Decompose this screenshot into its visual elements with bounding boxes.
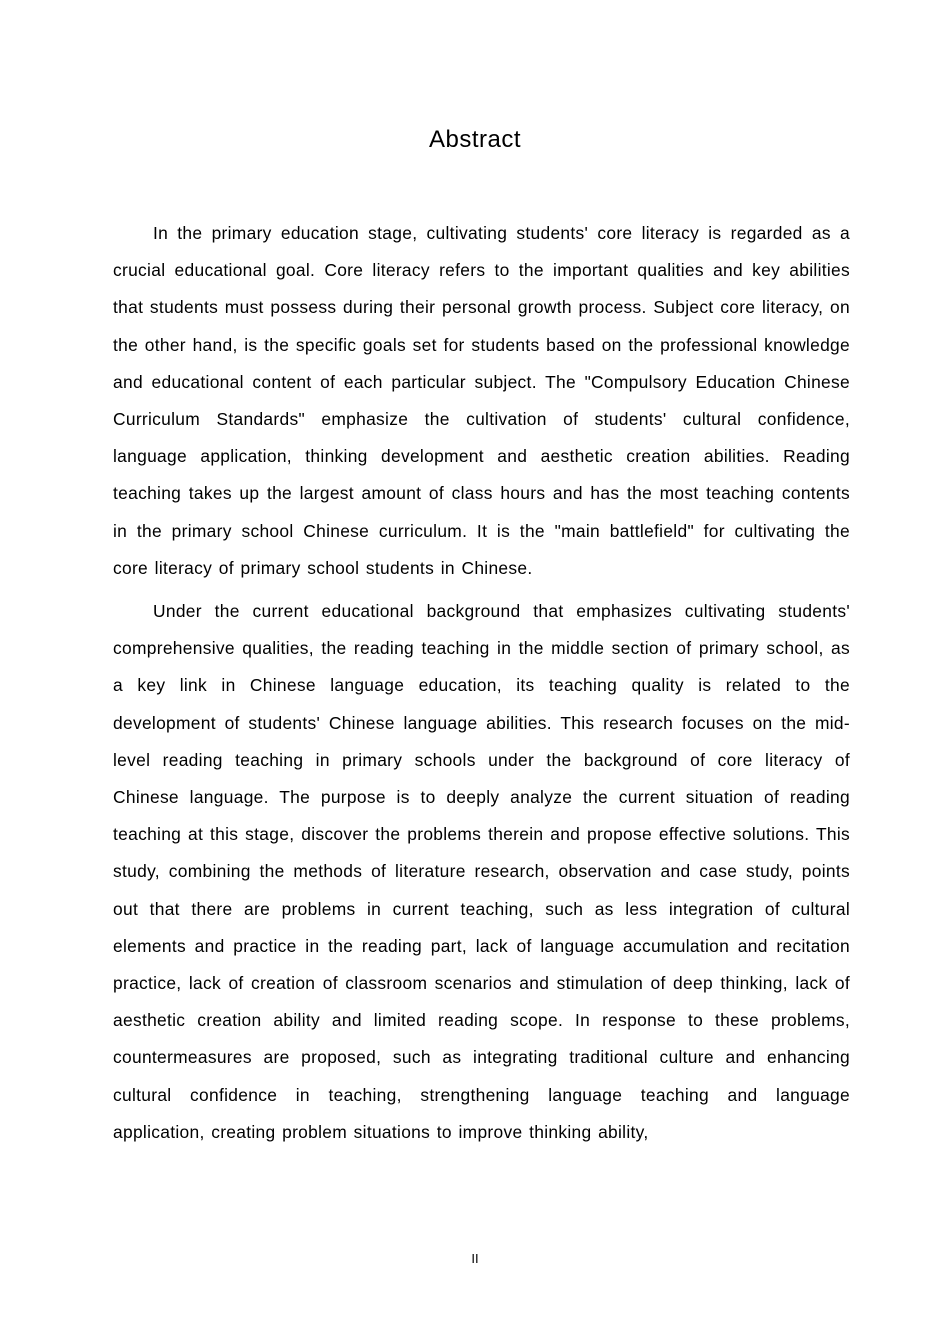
page-title: Abstract: [428, 126, 522, 153]
paragraph-2: Under the current educational background that emphasizes cultivating students' comprehensive qualities, the reading teaching in the middle section of primary school, as a key link in Chinese language education, its teaching quality is related to the development of students' Chinese language abilities. This research focuses on the mid-level reading teaching in primary schools under the background of core literacy of Chinese language. The purpose is to deeply analyze the current situation of reading teaching at this stage, discover the problems therein and propose effective solutions. This study, combining the methods of literature research, observation and case study, points out that there are problems in current teaching, such as less integration of cultural elements and practice in the reading part, lack of language accumulation and recitation practice, lack of creation of classroom scenarios and stimulation of deep thinking, lack of aesthetic creation ability and limited reading scope. In response to these problems, countermeasures are proposed, such as integrating traditional culture and enhancing cultural confidence in teaching, strengthening language teaching and language application, creating problem situations to improve thinking ability,: [113, 601, 850, 1142]
paragraph-1: In the primary education stage, cultivating students' core literacy is regarded as a crucial educational goal. Core literacy refers to the important qualities and key abilities that students must possess during their personal growth process. Subject core literacy, on the other hand, is the specific goals set for students based on the professional knowledge and educational content of each particular subject. The "Compulsory Education Chinese Curriculum Standards" emphasize the cultivation of students' cultural confidence, language application, thinking development and aesthetic creation abilities. Reading teaching takes up the largest amount of class hours and has the most teaching contents in the primary school Chinese curriculum. It is the "main battlefield" for cultivating the core literacy of primary school students in Chinese.: [113, 223, 850, 578]
abstract-body: [113, 215, 850, 1157]
page-number: II: [471, 1251, 479, 1266]
